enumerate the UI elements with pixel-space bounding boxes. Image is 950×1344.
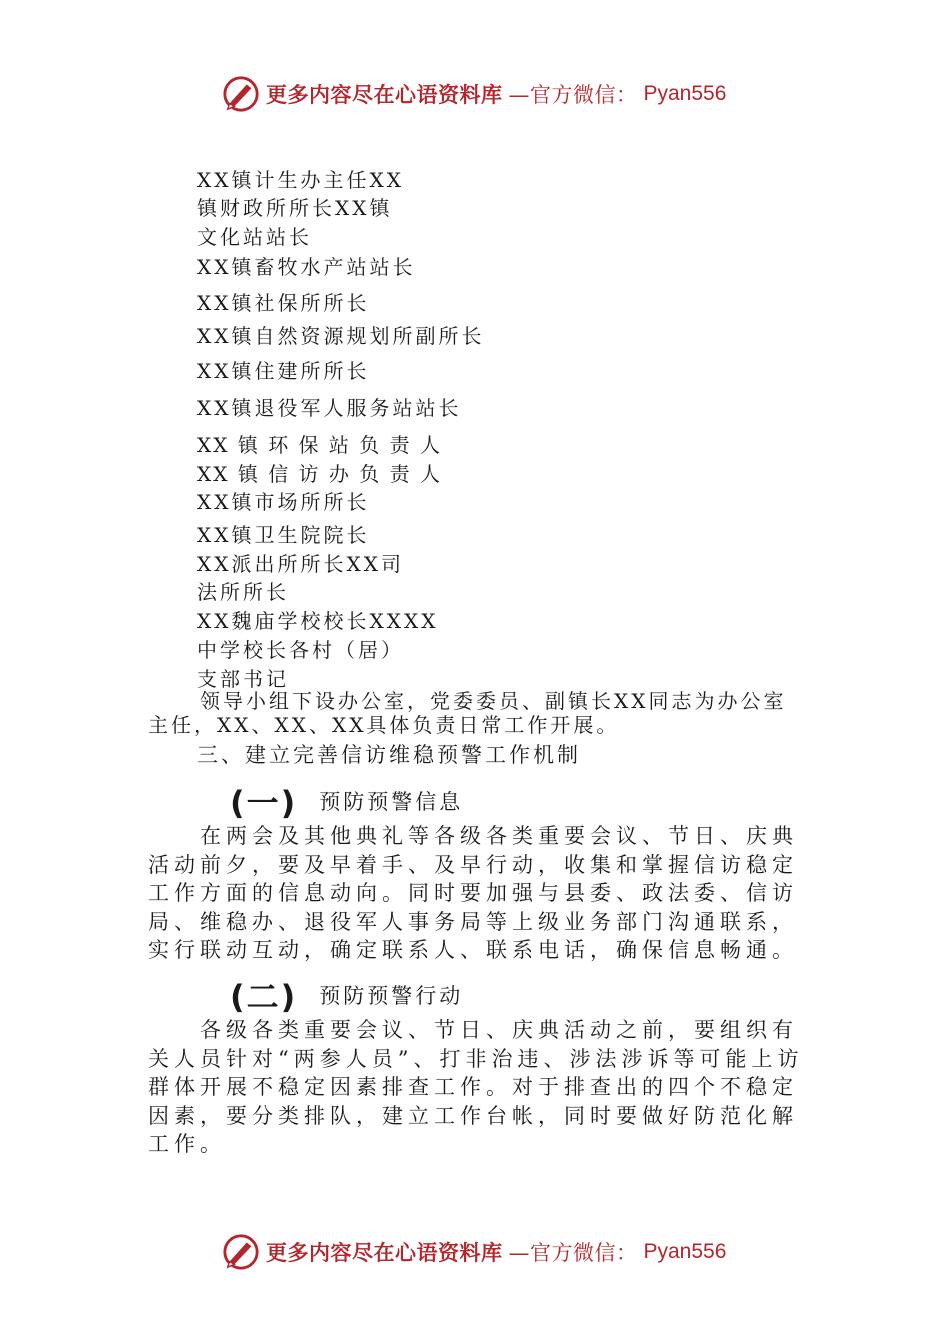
subsection-title: 预防预警信息 [319, 790, 464, 814]
member-line: 中学校长各村（居） [197, 638, 404, 662]
watermark-separator: —官方微信： [508, 1241, 638, 1265]
member-line: 文化站站长 [197, 225, 312, 249]
member-line: 法所所长 [197, 580, 289, 604]
watermark-wechat-id: Pyan556 [643, 82, 727, 105]
watermark-wechat-id: Pyan556 [643, 1240, 727, 1263]
member-line: XX镇卫生院院长 [197, 523, 370, 547]
office-paragraph [148, 689, 808, 737]
member-line: XX魏庙学校校长XXXX [197, 609, 439, 633]
member-line: XX 镇 信 访 办 负 责 人 [197, 462, 442, 486]
pen-logo-icon [222, 75, 260, 113]
member-line: XX派出所所长XX司 [197, 552, 404, 576]
member-line: XX镇退役军人服务站站长 [197, 396, 462, 420]
subsection-heading [230, 778, 463, 824]
watermark-text: 更多内容尽在心语资料库 [266, 1240, 503, 1265]
member-line: 支部书记 [197, 667, 289, 691]
body-paragraph-text: 各级各类重要会议、节日、庆典活动之前，要组织有关人员针对“两参人员”、打非治违、涉法涉诉等可能上访群体开展不稳定因素排查工作。对于排查出的四个不稳定因素，要分类排队，建立工作台帐，同时要做好防范化解工作。 [148, 1018, 804, 1156]
member-line: XX 镇 环 保 站 负 责 人 [197, 433, 442, 457]
member-line: XX镇社保所所长 [197, 291, 370, 315]
header-watermark [222, 72, 726, 116]
footer-watermark [222, 1230, 726, 1274]
member-line: XX镇计生办主任XX [197, 168, 404, 192]
office-paragraph-text: 领导小组下设办公室，党委委员、副镇长XX同志为办公室主任，XX、XX、XX具体负责日常工作开展。 [148, 689, 787, 737]
subsection-heading [230, 972, 463, 1018]
body-paragraph [148, 822, 808, 965]
member-line: XX镇畜牧水产站站长 [197, 255, 416, 279]
member-line: 镇财政所所长XX镇 [197, 196, 393, 220]
subsection-title: 预防预警行动 [319, 984, 464, 1008]
subsection-number: (二) [230, 978, 298, 1016]
pen-logo-icon [222, 1233, 260, 1271]
subsection-number: (一) [230, 784, 298, 822]
body-paragraph-text: 在两会及其他典礼等各级各类重要会议、节日、庆典活动前夕，要及早着手、及早行动，收集和掌握信访稳定工作方面的信息动向。同时要加强与县委、政法委、信访局、维稳办、退役军人事务局等上级业务部门沟通联系，实行联动互动，确定联系人、联系电话，确保信息畅通。 [148, 824, 798, 962]
member-line: XX镇市场所所长 [197, 490, 370, 514]
body-paragraph [148, 1016, 808, 1159]
member-line: XX镇自然资源规划所副所长 [197, 324, 485, 348]
watermark-text: 更多内容尽在心语资料库 [266, 82, 503, 107]
section-heading: 三、建立完善信访维稳预警工作机制 [197, 743, 581, 767]
member-line: XX镇住建所所长 [197, 359, 370, 383]
watermark-separator: —官方微信： [508, 83, 638, 107]
